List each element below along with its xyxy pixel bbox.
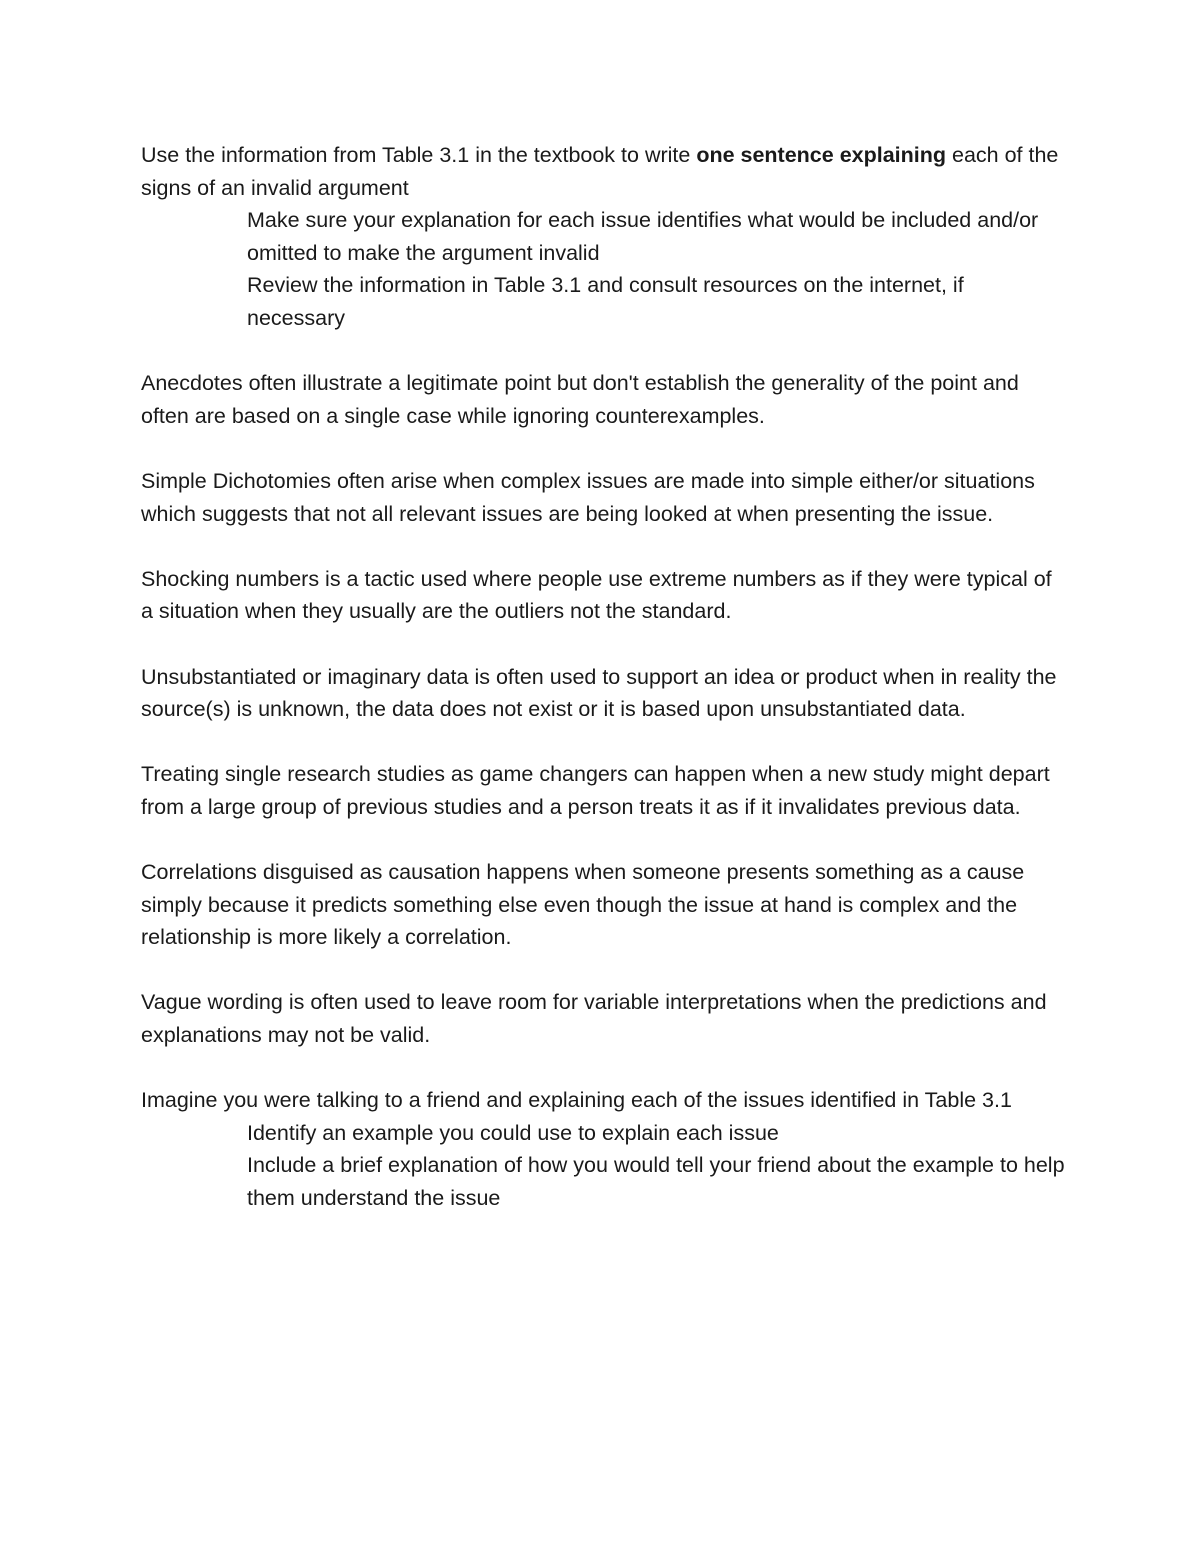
answer-paragraph-correlations: Correlations disguised as causation happens when someone presents something as a cause simply because it predicts something else even though the issue at hand is complex and the relationship is more likely a correlation. <box>141 860 1025 950</box>
instruction-sub-item: Make sure your explanation for each issue identifies what would be included and/or omitted to make the argument invalid <box>247 208 1039 265</box>
answer-paragraph-vague-wording: Vague wording is often used to leave room for variable interpretations when the predictions and explanations may not be valid. <box>141 990 1047 1048</box>
answer-paragraph-anecdotes: Anecdotes often illustrate a legitimate point but don't establish the generality of the point and often are based on a single case while ignoring counterexamples. <box>141 371 1019 428</box>
intro-bold-text: one sentence explaining <box>696 143 947 167</box>
instructions-intro <box>141 139 1066 204</box>
instruction-sub-item: Review the information in Table 3.1 and consult resources on the internet, if necessary <box>247 273 964 330</box>
second-prompt-sub-item: Include a brief explanation of how you would tell your friend about the example to help them understand the issue <box>247 1153 1065 1210</box>
document-body <box>141 139 1066 1215</box>
answer-paragraph-unsubstantiated-data: Unsubstantiated or imaginary data is often used to support an idea or product when in reality the source(s) is unknown, the data does not exist or it is based upon unsubstantiated data. <box>141 664 1057 722</box>
answer-paragraph-single-studies: Treating single research studies as game changers can happen when a new study might depart from a large group of previous studies and a person treats it as if it invalidates previous data. <box>141 762 1050 819</box>
second-prompt: Imagine you were talking to a friend and explaining each of the issues identified in Table 3.1 <box>141 1088 1012 1113</box>
answer-paragraph-simple-dichotomies: Simple Dichotomies often arise when complex issues are made into simple either/or situations which suggests that not all relevant issues are being looked at when presenting the issue. <box>141 468 1035 526</box>
intro-text: Use the information from Table 3.1 in the textbook to write <box>141 143 697 167</box>
intro-text-continued: each of the signs of an invalid argument <box>141 143 1059 200</box>
second-prompt-sub-item: Identify an example you could use to explain each issue <box>247 1120 779 1145</box>
answer-paragraph-shocking-numbers: Shocking numbers is a tactic used where people use extreme numbers as if they were typical of a situation when they usually are the outliers not the standard. <box>141 566 1052 624</box>
